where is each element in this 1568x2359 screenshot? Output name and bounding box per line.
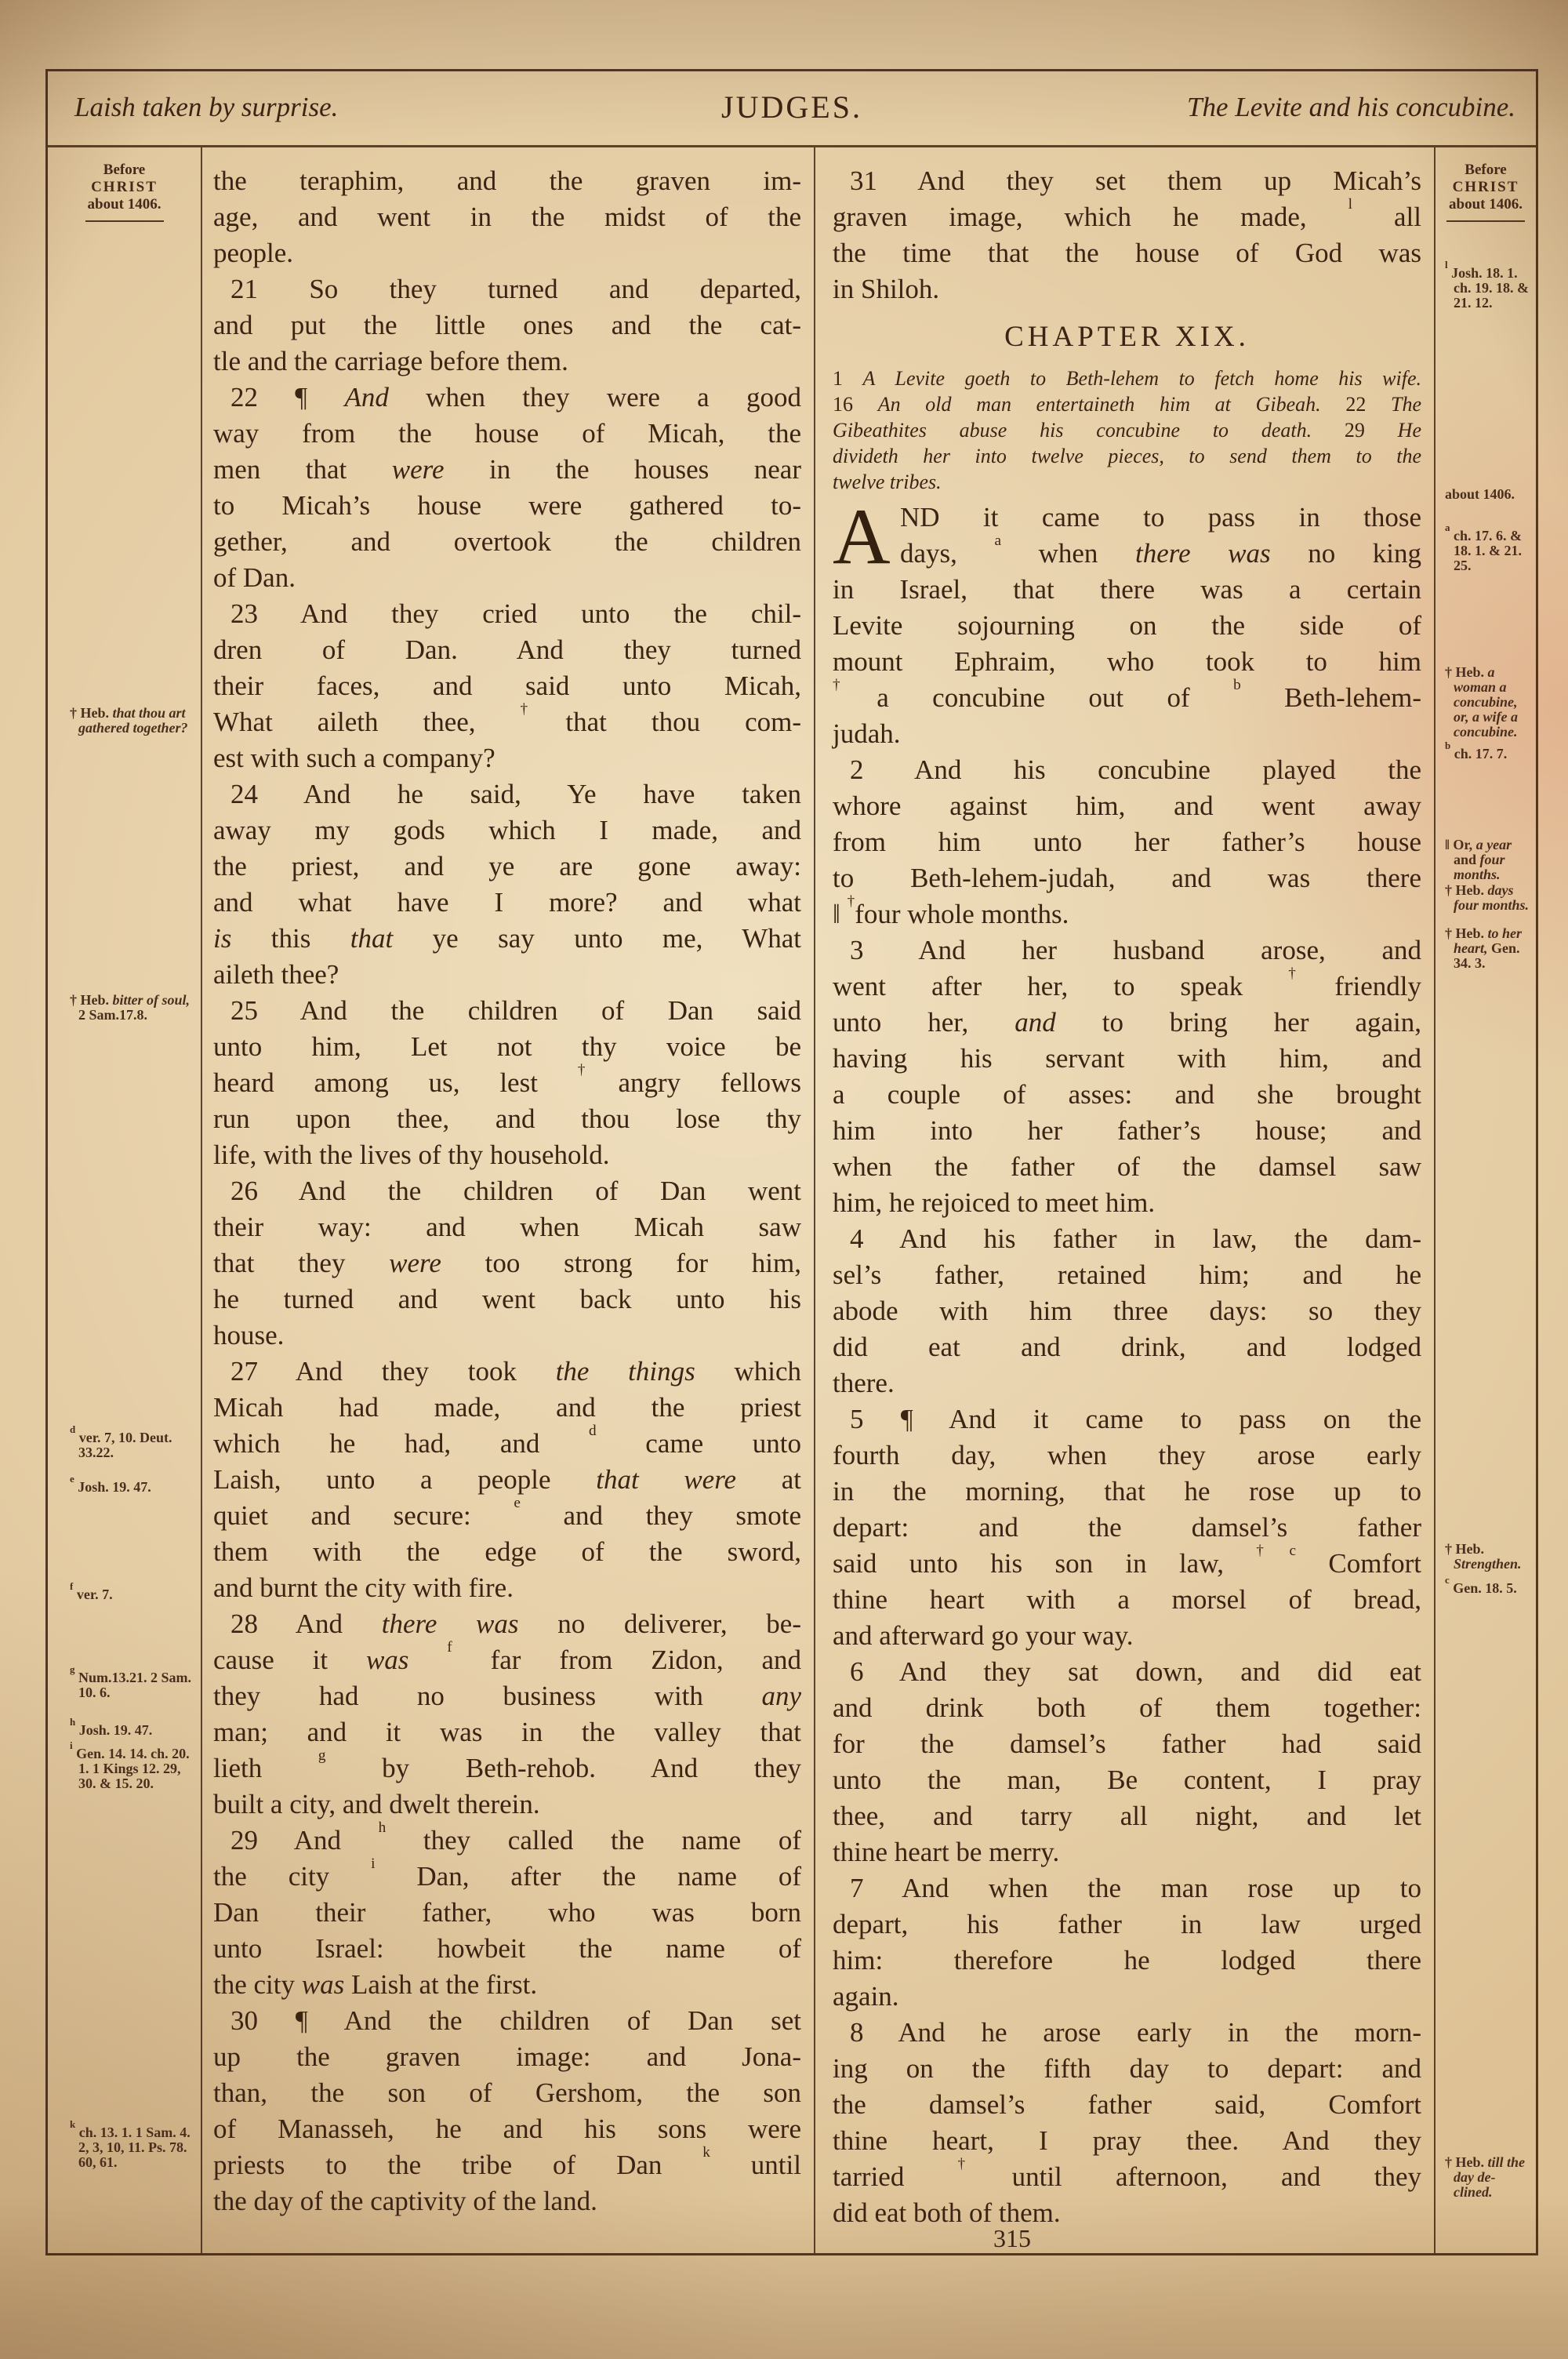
- text-line: the city was Laish at the first.: [213, 1969, 538, 2000]
- text-line: 27 And they took the things which: [230, 1356, 802, 1387]
- margin-note: $^h$ Josh. 19. 47.: [70, 1716, 153, 1738]
- text-line: said unto his son in law, $^{\dagger c}$ Comfort: [833, 1542, 1421, 1579]
- text-line: 16 An old man entertaineth him at Gibeah. 22 The: [833, 393, 1422, 416]
- text-line: and put the little ones and the cat-: [213, 310, 801, 340]
- margin-note: $^k$ ch. 13. 1. 1 Sam. 4. 2, 3, 10, 11. Ps. 78. 60, 61.: [70, 2118, 191, 2170]
- text-line: mount Ephraim, who took to him: [833, 646, 1421, 677]
- text-line: 26 And the children of Dan went: [230, 1176, 801, 1206]
- text-line: he turned and went back unto his: [213, 1284, 801, 1314]
- running-head-book-title: JUDGES.: [721, 89, 862, 125]
- margin-note: $^g$ Num.13.21. 2 Sam. 10. 6.: [70, 1663, 191, 1700]
- text-line: and afterward go your way.: [833, 1620, 1134, 1651]
- dating-rule: [1446, 220, 1525, 222]
- text-line: him into her father’s house; and: [833, 1115, 1421, 1146]
- text-line: of Manasseh, he and his sons were: [213, 2114, 801, 2144]
- text-line: which he had, and $^d$ came unto: [213, 1422, 802, 1459]
- margin-note: † Heb. Strengthen.: [1445, 1541, 1522, 1572]
- text-line: their faces, and said unto Micah,: [213, 671, 801, 701]
- running-head: [48, 71, 1536, 147]
- text-line: 31 And they set them up Micah’s: [850, 165, 1421, 196]
- text-line: †a concubine out of $^b$ Beth-lehem-: [833, 676, 1422, 713]
- verse-paragraph: [213, 271, 801, 380]
- margin-note: $^e$ Josh. 19. 47.: [70, 1473, 151, 1495]
- text-line: 22 ¶ And when they were a good: [230, 382, 802, 413]
- text-line: of Dan.: [213, 562, 296, 593]
- text-line: 29 And $^h$ they called the name of: [230, 1819, 801, 1856]
- verse-paragraph: [833, 932, 1421, 1221]
- text-line: thee, and tarry all night, and let: [833, 1801, 1421, 1831]
- text-line: than, the son of Gershom, the son: [213, 2077, 801, 2108]
- text-line: they had no business with any: [213, 1681, 801, 1711]
- margin-note: † Heb. a woman a concubine, or, a wife a concubine.: [1445, 664, 1519, 740]
- margin-note: $^f$ ver. 7.: [70, 1580, 113, 1602]
- text-line: 6 And they sat down, and did eat: [850, 1656, 1421, 1687]
- text-line: in Shiloh.: [833, 274, 940, 304]
- text-line: in the morning, that he rose up to: [833, 1476, 1421, 1507]
- margin-note: $^c$ Gen. 18. 5.: [1445, 1574, 1517, 1596]
- text-line: that they were too strong for him,: [213, 1248, 801, 1278]
- text-line: for the damsel’s father had said: [833, 1728, 1421, 1759]
- verse-paragraph: [213, 380, 801, 596]
- text-line: man; and it was in the valley that: [213, 1717, 801, 1747]
- left-margin-column: [48, 147, 202, 2253]
- margin-note: † Heb. that thou art gathered together?: [70, 705, 188, 736]
- verse-paragraph: [213, 1354, 801, 1606]
- text-line: tle and the carriage before them.: [213, 346, 568, 376]
- text-line: Levite sojourning on the side of: [833, 610, 1421, 641]
- text-line: and burnt the city with fire.: [213, 1572, 514, 1603]
- margin-note: † Heb. bitter of soul, 2 Sam.17.8.: [70, 992, 191, 1023]
- text-line: house.: [213, 1320, 285, 1350]
- text-line: from him unto her father’s house: [833, 827, 1421, 857]
- text-line: thine heart with a morsel of bread,: [833, 1584, 1421, 1615]
- text-line: 21 So they turned and departed,: [230, 274, 801, 304]
- text-line: thine heart, I pray thee. And they: [833, 2125, 1421, 2156]
- verse-paragraph: [833, 1401, 1421, 1654]
- text-line: again.: [833, 1981, 899, 2012]
- text-line: 23 And they cried unto the chil-: [230, 598, 801, 629]
- text-line: graven image, which he made, $^l$ all: [833, 195, 1422, 232]
- text-line: unto him, Let not thy voice be: [213, 1031, 801, 1062]
- text-line: 2 And his concubine played the: [850, 754, 1421, 785]
- dating-line: about 1406.: [87, 196, 162, 213]
- text-line: men that were in the houses near: [213, 454, 801, 485]
- dating-block-right: [1436, 162, 1536, 222]
- text-line: dren of Dan. And they turned: [213, 634, 801, 665]
- chapter-summary: [833, 365, 1421, 495]
- verse-paragraph: [213, 993, 801, 1173]
- text-line: What aileth thee, †that thou com-: [213, 700, 801, 737]
- text-line: away my gods which I made, and: [213, 815, 801, 845]
- chapter-heading: CHAPTER XIX.: [1004, 321, 1250, 353]
- text-line: depart, his father in law urged: [833, 1909, 1421, 1939]
- running-head-right: The Levite and his concubine.: [1187, 92, 1515, 122]
- text-line: est with such a company?: [213, 743, 495, 773]
- dating-line: about 1406.: [1449, 196, 1523, 213]
- dating-line: CHRIST: [1452, 179, 1519, 195]
- dating-block-left: [48, 162, 201, 222]
- margin-note: $^a$ ch. 17. 6. & 18. 1. & 21. 25.: [1445, 522, 1522, 573]
- text-line: lieth $^g$ by Beth-rehob. And they: [213, 1747, 801, 1783]
- verse-paragraph: [213, 2003, 801, 2219]
- margin-note: † Heb. till the day de-clined.: [1445, 2154, 1526, 2200]
- text-line: tarried †until afternoon, and they: [833, 2155, 1422, 2192]
- running-head-left: Laish taken by surprise.: [74, 92, 339, 122]
- margin-note: $^d$ ver. 7, 10. Deut. 33.22.: [70, 1423, 172, 1460]
- margin-note: $^b$ ch. 17. 7.: [1445, 740, 1508, 761]
- text-line: 25 And the children of Dan said: [230, 995, 801, 1026]
- text-line: them with the edge of the sword,: [213, 1536, 801, 1567]
- text-line: up the graven image: and Jona-: [213, 2041, 801, 2072]
- text-line: days, $^a$ when there was no king: [900, 532, 1422, 569]
- text-line: the day of the captivity of the land.: [213, 2186, 597, 2216]
- dating-line: CHRIST: [91, 179, 158, 195]
- text-line: age, and went in the midst of the: [213, 202, 801, 232]
- text-line: judah.: [833, 718, 901, 749]
- text-line: aileth thee?: [213, 959, 339, 990]
- margin-note: $^i$ Gen. 14. 14. ch. 20. 1. 1 Kings 12. 29, 30. & 15. 20.: [70, 1739, 190, 1791]
- text-line: him: therefore he lodged there: [833, 1945, 1421, 1976]
- right-margin-column: [1436, 147, 1536, 2253]
- text-line: a couple of asses: and she brought: [833, 1079, 1421, 1110]
- text-line: did eat and drink, and lodged: [833, 1332, 1421, 1362]
- text-line: their way: and when Micah saw: [213, 1212, 801, 1242]
- text-line: built a city, and dwelt therein.: [213, 1789, 540, 1819]
- text-line: the priest, and ye are gone away:: [213, 851, 801, 881]
- verse-paragraph: [833, 163, 1421, 307]
- text-line: and what have I more? and what: [213, 887, 801, 918]
- text-line: to Beth-lehem-judah, and was there: [833, 863, 1421, 893]
- text-line: did eat both of them.: [833, 2197, 1061, 2228]
- verse-paragraph: [833, 1221, 1421, 1401]
- text-line: unto Israel: howbeit the name of: [213, 1933, 801, 1964]
- dating-rule: [85, 220, 164, 222]
- text-line: ‖ †four whole months.: [833, 892, 1069, 929]
- text-line: in Israel, that there was a certain: [833, 574, 1421, 605]
- text-line: way from the house of Micah, the: [213, 418, 801, 449]
- text-line: divideth her into twelve pieces, to send them to the: [833, 445, 1421, 467]
- text-line: fourth day, when they arose early: [833, 1440, 1421, 1470]
- text-line: is this that ye say unto me, What: [213, 923, 801, 954]
- text-line: 4 And his father in law, the dam-: [850, 1223, 1421, 1254]
- text-line: gether, and overtook the children: [213, 526, 801, 557]
- margin-note: about 1406.: [1445, 486, 1515, 502]
- text-line: 28 And there was no deliverer, be-: [230, 1608, 801, 1639]
- text-line: 3 And her husband arose, and: [850, 935, 1421, 965]
- text-line: 5 ¶ And it came to pass on the: [850, 1404, 1421, 1434]
- page-frame: [45, 69, 1538, 2255]
- text-line: there.: [833, 1368, 895, 1398]
- text-line: 24 And he said, Ye have taken: [230, 779, 801, 809]
- text-line: and drink both of them together:: [833, 1692, 1421, 1723]
- verse-paragraph: [213, 1173, 801, 1354]
- margin-note: † Heb. days four months.: [1445, 882, 1530, 913]
- text-line: unto her, and to bring her again,: [833, 1007, 1421, 1038]
- text-line: the time that the house of God was: [833, 238, 1421, 268]
- text-line: him, he rejoiced to meet him.: [833, 1187, 1156, 1218]
- text-line: ND it came to pass in those: [900, 502, 1421, 533]
- margin-note: † Heb. to her heart, Gen. 34. 3.: [1445, 925, 1523, 971]
- drop-cap: A: [833, 493, 891, 581]
- text-line: life, with the lives of thy household.: [213, 1140, 610, 1170]
- text-line: priests to the tribe of Dan $^k$ until: [213, 2143, 801, 2180]
- text-line: went after her, to speak †friendly: [833, 965, 1422, 1001]
- verse-paragraph: [833, 2015, 1421, 2231]
- verse-paragraph: [213, 1606, 801, 1823]
- text-line: Gibeathites abuse his concubine to death. 29 He: [833, 419, 1421, 442]
- text-line: Micah had made, and the priest: [213, 1392, 801, 1423]
- text-line: thine heart be merry.: [833, 1837, 1060, 1867]
- verse-paragraph: [213, 596, 801, 776]
- dating-line: Before: [1465, 162, 1507, 178]
- text-line: depart: and the damsel’s father: [833, 1512, 1421, 1543]
- verse-paragraph: [833, 1654, 1421, 1870]
- text-line: twelve tribes.: [833, 471, 942, 493]
- text-line: ing on the fifth day to depart: and: [833, 2053, 1421, 2084]
- verse-paragraph: [213, 776, 801, 993]
- text-line: to Micah’s house were gathered to-: [213, 490, 801, 521]
- text-line: abode with him three days: so they: [833, 1296, 1421, 1326]
- left-text-column: [202, 147, 814, 2253]
- verse-paragraph: [213, 1819, 801, 2003]
- text-line: when the father of the damsel saw: [833, 1151, 1421, 1182]
- verse-paragraph: [833, 1870, 1421, 2015]
- text-line: 7 And when the man rose up to: [850, 1873, 1421, 1903]
- text-line: 30 ¶ And the children of Dan set: [230, 2005, 801, 2036]
- text-line: Laish, unto a people that were at: [213, 1464, 802, 1495]
- verse-paragraph: [213, 163, 801, 271]
- margin-note: $^l$ Josh. 18. 1. ch. 19. 18. & 21. 12.: [1445, 259, 1529, 311]
- text-line: unto the man, Be content, I pray: [833, 1765, 1421, 1795]
- text-line: having his servant with him, and: [833, 1043, 1421, 1074]
- text-line: run upon thee, and thou lose thy: [213, 1103, 801, 1134]
- text-line: whore against him, and went away: [833, 791, 1421, 821]
- verse-paragraph: [833, 493, 1422, 752]
- verse-paragraph: [833, 752, 1421, 932]
- right-text-column: [815, 147, 1434, 2253]
- page-number: 315: [993, 2224, 1031, 2252]
- text-line: the teraphim, and the graven im-: [213, 165, 801, 196]
- text-line: sel’s father, retained him; and he: [833, 1259, 1421, 1290]
- text-line: 1 A Levite goeth to Beth-lehem to fetch home his wife.: [833, 367, 1421, 390]
- text-line: Dan their father, who was born: [213, 1897, 801, 1928]
- text-line: heard among us, lest †angry fellows: [213, 1061, 801, 1098]
- text-line: quiet and secure: $^e$ and they smote: [213, 1494, 801, 1531]
- text-line: 8 And he arose early in the morn-: [850, 2017, 1421, 2048]
- text-line: cause it was $^f$ far from Zidon, and: [213, 1638, 801, 1675]
- text-line: people.: [213, 238, 294, 268]
- text-line: the damsel’s father said, Comfort: [833, 2089, 1421, 2120]
- dating-line: Before: [103, 162, 146, 178]
- text-line: the city $^i$ Dan, after the name of: [213, 1855, 801, 1892]
- margin-note: ‖ Or, a year and four months.: [1445, 837, 1512, 882]
